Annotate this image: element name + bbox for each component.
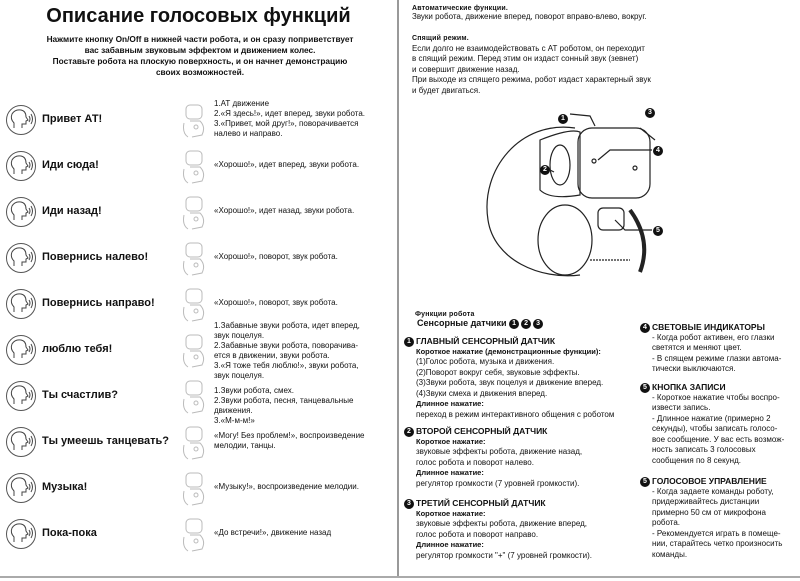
- robot-eye: [592, 159, 596, 163]
- command-phrase: люблю тебя!: [42, 343, 113, 355]
- callout-2: 2: [540, 165, 550, 175]
- long-press-text: регулятор громкости "+" (7 уровней громкости).: [416, 550, 592, 560]
- command-description: [214, 206, 396, 216]
- lights-line: - Когда робот активен, его глазки: [652, 332, 775, 342]
- description-line: ется в движении, звуки робота.: [214, 351, 330, 360]
- robot-diagram: [480, 100, 680, 300]
- intro-line: вас забавным звуковым эффектом и движением колес.: [84, 45, 316, 55]
- voice-command-row: [0, 143, 397, 189]
- sleep-line: Если долго не взаимодействовать с АТ роботом, он переходит: [412, 43, 645, 53]
- command-phrase: Повернись направо!: [42, 297, 155, 309]
- record-line: извести запись.: [652, 403, 711, 413]
- description-line: 1.АТ движение: [214, 99, 270, 108]
- record-button: [598, 208, 624, 230]
- command-phrase: Ты умеешь танцевать?: [42, 435, 169, 447]
- callout-1: 1: [558, 114, 568, 124]
- sensor-1-item: (1)Голос робота, музыка и движения.: [416, 357, 555, 367]
- sleep-line: и совершит движение назад.: [412, 64, 520, 74]
- callout-line-1: [570, 114, 595, 126]
- record-line: ность записать 3 голосовых: [652, 445, 756, 455]
- page-divider: [397, 0, 399, 577]
- record-text: [652, 393, 800, 467]
- speaking-head-icon: [6, 335, 36, 365]
- robot-icon: [180, 471, 208, 507]
- voice-command-row: [0, 465, 397, 511]
- voice-command-row: [0, 511, 397, 557]
- description-line: «До встречи!», движение назад: [214, 528, 332, 537]
- sleep-line: в спящий режим. Перед этим он издаст сонный звук (зевнет): [412, 54, 639, 63]
- short-press-label: Короткое нажатие (демонстрационные функции):: [416, 346, 601, 356]
- voice-control-line: примерно 50 см от микрофона: [652, 507, 767, 517]
- command-description: [214, 252, 396, 262]
- robot-icon: [180, 425, 208, 461]
- description-line: «Хорошо!», идет вперед, звуки робота.: [214, 160, 360, 169]
- lights-line: тически выключаются.: [652, 364, 736, 374]
- sleep-line: При выходе из спящего режима, робот издаст характерный звук: [412, 75, 651, 84]
- description-line: «Могу! Без проблем!», воспроизведение: [214, 431, 365, 440]
- command-description: [214, 99, 396, 139]
- command-description: [214, 160, 396, 170]
- sensor-3-heading: ТРЕТИЙ СЕНСОРНЫЙ ДАТЧИК: [416, 498, 546, 508]
- callout-4: 4: [653, 146, 663, 156]
- robot-eye: [633, 166, 637, 170]
- description-line: налево и направо.: [214, 129, 283, 138]
- sensor-2: [404, 426, 639, 489]
- speaking-head-icon: [6, 151, 36, 181]
- record-heading: КНОПКА ЗАПИСИ: [652, 382, 726, 392]
- description-line: 2.«Я здесь!», идет вперед, звуки робота.: [214, 109, 366, 118]
- page-title: Описание голосовых функций: [46, 5, 351, 27]
- voice-command-row: [0, 235, 397, 281]
- robot-icon: [180, 287, 208, 323]
- long-press-text: переход в режим интерактивного общения с роботом: [416, 409, 615, 419]
- robot-ear: [550, 145, 570, 185]
- badge-3: 3: [404, 499, 414, 509]
- voice-control-line: робота.: [652, 518, 680, 528]
- command-description: [214, 482, 396, 492]
- speaking-head-icon: [6, 381, 36, 411]
- sensors-section: [415, 311, 640, 329]
- sensor-3-line: звуковые эффекты робота, движение вперед,: [416, 519, 587, 529]
- description-line: движения.: [214, 406, 253, 415]
- sensor-1: [404, 336, 639, 420]
- voice-command-row: [0, 189, 397, 235]
- short-press-label: Короткое нажатие:: [416, 508, 486, 518]
- sleep-heading: Спящий режим.: [412, 34, 469, 42]
- description-line: «Хорошо!», идет назад, звуки робота.: [214, 206, 355, 215]
- record-section: [640, 382, 800, 466]
- speaking-head-icon: [6, 105, 36, 135]
- record-line: сообщения по 8 секунд.: [652, 455, 741, 465]
- description-line: звук поцелуя.: [214, 371, 265, 380]
- command-phrase: Привет АТ!: [42, 113, 103, 125]
- intro-line: Поставьте робота на плоскую поверхность, и он начнет демонстрацию: [52, 56, 348, 66]
- speaking-head-icon: [6, 519, 36, 549]
- command-phrase: Иди назад!: [42, 205, 102, 217]
- short-press-label: Короткое нажатие:: [416, 436, 486, 446]
- robot-face: [578, 128, 650, 198]
- record-line: - Длинное нажатие (примерно 2: [652, 413, 771, 423]
- badge-2: 2: [521, 319, 531, 329]
- record-line: - Короткое нажатие чтобы воспро-: [652, 392, 780, 402]
- intro-line: своих возможностей.: [155, 67, 245, 77]
- robot-icon: [180, 379, 208, 415]
- sensor-1-heading: ГЛАВНЫЙ СЕНСОРНЫЙ ДАТЧИК: [416, 336, 556, 346]
- robot-wheel-right: [630, 210, 644, 272]
- bottom-border: [0, 576, 800, 578]
- sensor-2-line: голос робота и поворот налево.: [416, 457, 534, 467]
- lights-text: [652, 333, 800, 375]
- command-phrase: Повернись налево!: [42, 251, 149, 263]
- callout-line-3: [640, 128, 655, 140]
- callout-line-4: [598, 150, 652, 160]
- voice-command-row: [0, 321, 397, 380]
- robot-wheel-left: [538, 205, 592, 275]
- voice-command-row: [0, 97, 397, 143]
- voice-control-line: команды.: [652, 549, 688, 559]
- speaking-head-icon: [6, 197, 36, 227]
- voice-control-line: - Рекомендуется играть в помеще-: [652, 528, 781, 538]
- sensor-3: [404, 498, 639, 561]
- sensor-3-line: голос робота и поворот направо.: [416, 529, 539, 539]
- robot-icon: [180, 333, 208, 369]
- speaking-head-icon: [6, 243, 36, 273]
- badge-4: 4: [640, 323, 650, 333]
- robot-icon: [180, 241, 208, 277]
- sensor-2-line: звуковые эффекты робота, движение назад,: [416, 447, 583, 457]
- sensors-heading: Сенсорные датчики: [417, 318, 507, 328]
- robot-icon: [180, 517, 208, 553]
- intro-line: Нажмите кнопку On/Off в нижней части робота, и он сразу поприветствует: [46, 34, 354, 44]
- description-line: 2.Забавные звуки робота, поворачива-: [214, 341, 359, 350]
- callout-3: 3: [645, 108, 655, 118]
- voice-command-row: [0, 373, 397, 425]
- long-press-label: Длинное нажатие:: [416, 399, 484, 409]
- description-line: 1.Звуки робота, смех.: [214, 386, 294, 395]
- auto-section: [412, 5, 797, 96]
- voice-command-row: [0, 419, 397, 465]
- badge-3: 3: [533, 319, 543, 329]
- command-phrase: Пока-пока: [42, 527, 97, 539]
- auto-text: Звуки робота, движение вперед, поворот вправо-влево, вокруг.: [412, 12, 647, 21]
- description-line: 3.«Привет, мой друг!», поворачивается: [214, 119, 359, 128]
- sensor-2-heading: ВТОРОЙ СЕНСОРНЫЙ ДАТЧИК: [416, 426, 548, 436]
- command-description: [214, 431, 396, 451]
- record-line: секунды), чтобы записать голосо-: [652, 424, 778, 434]
- description-line: 2.Звуки робота, песня, танцевальные: [214, 396, 354, 405]
- sensor-1-item: (3)Звуки робота, звук поцелуя и движение вперед.: [416, 378, 604, 388]
- voice-control-line: придерживайтесь дистанции: [652, 497, 760, 507]
- functions-heading: Функции робота: [415, 311, 475, 318]
- long-press-text: регулятор громкости (7 уровней громкости).: [416, 478, 580, 488]
- robot-icon: [180, 103, 208, 139]
- voice-control-line: нии, старайтесь четко произносить: [652, 539, 783, 549]
- command-phrase: Иди сюда!: [42, 159, 99, 171]
- voice-control-heading: ГОЛОСОВОЕ УПРАВЛЕНИЕ: [652, 476, 767, 486]
- lights-line: - В спящем режиме глазки автома-: [652, 353, 782, 363]
- badge-1: 1: [509, 319, 519, 329]
- robot-head-side: [540, 131, 580, 197]
- badge-6: 5: [640, 477, 650, 487]
- robot-icon: [180, 149, 208, 185]
- voice-control-line: - Когда задаете команды роботу,: [652, 486, 774, 496]
- sensor-1-item: (2)Поворот вокруг себя, звуковые эффекты.: [416, 367, 580, 377]
- badge-5: 5: [640, 383, 650, 393]
- description-line: «Музыку!», воспроизведение мелодии.: [214, 482, 359, 491]
- description-line: 1.Забавные звуки робота, идет вперед,: [214, 321, 360, 330]
- long-press-label: Длинное нажатие:: [416, 540, 484, 550]
- badge-2: 2: [404, 427, 414, 437]
- auto-heading: Автоматические функции.: [412, 5, 509, 12]
- speaking-head-icon: [6, 289, 36, 319]
- command-description: [214, 321, 396, 381]
- lights-heading: СВЕТОВЫЕ ИНДИКАТОРЫ: [652, 322, 765, 332]
- command-phrase: Ты счастлив?: [42, 389, 118, 401]
- lights-section: [640, 322, 800, 375]
- description-line: «Хорошо!», поворот, звук робота.: [214, 252, 338, 261]
- speaking-head-icon: [6, 473, 36, 503]
- sensor-1-list: [416, 357, 639, 399]
- description-line: звук поцелуя.: [214, 331, 265, 340]
- long-press-label: Длинное нажатие:: [416, 468, 484, 478]
- callout-5: 5: [653, 226, 663, 236]
- record-line: вое сообщение. У вас есть возмож-: [652, 434, 785, 444]
- description-line: 3.«Я тоже тебя люблю!», звуки робота,: [214, 361, 359, 370]
- voice-control-section: [640, 476, 800, 560]
- sleep-text: [412, 44, 797, 97]
- badge-1: 1: [404, 337, 414, 347]
- callout-line-5: [615, 220, 652, 230]
- lights-line: светятся и меняют цвет.: [652, 343, 742, 353]
- intro-text: [10, 34, 390, 78]
- description-line: мелодии, танцы.: [214, 441, 276, 450]
- description-line: 3.«М-м-м!»: [214, 416, 255, 425]
- sensor-1-item: (4)Звуки смеха и движения вперед.: [416, 388, 548, 398]
- command-description: [214, 298, 396, 308]
- command-phrase: Музыка!: [42, 481, 88, 493]
- description-line: «Хорошо!», поворот, звук робота.: [214, 298, 338, 307]
- robot-icon: [180, 195, 208, 231]
- voice-control-text: [652, 487, 800, 561]
- speaking-head-icon: [6, 427, 36, 457]
- command-description: [214, 528, 396, 538]
- sleep-line: и будет двигаться.: [412, 85, 481, 95]
